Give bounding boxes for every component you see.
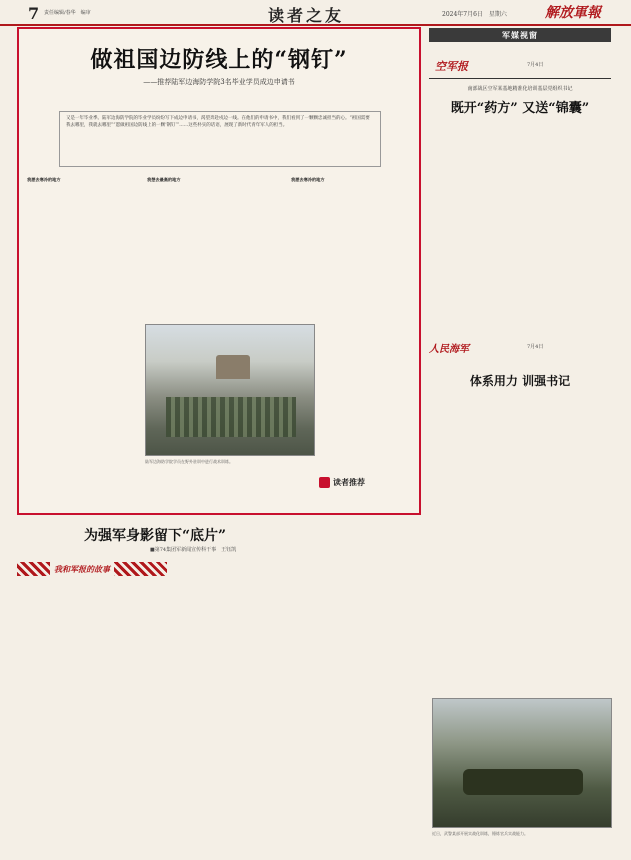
- training-photo: [145, 324, 315, 456]
- subhead-1: 我愿去寒冷的地方: [27, 177, 61, 182]
- fortress-shape: [216, 355, 250, 379]
- item1-kicker: 南部战区空军某基地精准化培训基层党组织书记: [467, 86, 573, 92]
- item2-title: 体系用力 训强书记: [469, 374, 571, 388]
- sidebar-heading: 军媒视窗: [429, 28, 611, 42]
- newspaper-logo: 解放軍報: [545, 5, 601, 21]
- armored-vehicle-photo: [432, 698, 612, 828]
- soldiers-shape: [166, 397, 296, 437]
- article-title: 做祖国边防线上的“钢钉”: [90, 47, 348, 73]
- item2-date: 7月4日: [527, 344, 544, 350]
- section2-author: ■第74集团军新闻宣传科干事 王钰凯: [150, 547, 237, 553]
- navy-paper-logo: 人民海军: [429, 344, 469, 355]
- column-banner-label: 我和军报的故事: [50, 562, 114, 576]
- subhead-2: 我想去最高的地方: [147, 177, 181, 182]
- page-number: 7: [28, 4, 40, 23]
- text-column-2: [147, 177, 285, 317]
- item1-title: 既开“药方” 又送“锦囊”: [450, 101, 590, 116]
- bottom-photo-caption: 近日，武警某部开展实战化训练，锤炼官兵实战能力。: [432, 831, 528, 836]
- issue-date: 2024年7月6日 星期六: [442, 11, 507, 18]
- text-column-1: [27, 177, 141, 507]
- subhead-3: 我愿去寒冷的地方: [291, 177, 325, 182]
- divider: [429, 78, 611, 79]
- airforce-paper-logo: 空军报: [435, 60, 468, 73]
- article-lead: 又是一年毕业季。陆军边海防学院的毕业学员纷纷写下成边申请书，渴望奔赴戍边一线。在他们的申请书中，我们看到了一颗颗忠诚担当的心。“祖国需要我去哪里，我就去哪里”“愿做祖国边防线上的一颗‘钢钉’”……这些朴实的话语，展现了新时代青年军人的担当。: [59, 111, 381, 167]
- photo-caption: 陆军边海防学院学员在野外驻训中进行战术训练。: [145, 459, 233, 464]
- editor-credit: 责任编辑/春华 编审: [44, 10, 91, 16]
- book-icon: [319, 477, 330, 488]
- featured-article: [17, 27, 421, 515]
- reader-recommend-label: 读者推荐: [333, 476, 365, 487]
- section-title: 读者之友: [268, 6, 345, 25]
- page-header: [0, 0, 631, 26]
- article-subtitle: ——推荐陆军边海防学院3名毕业学员成边申请书: [143, 78, 295, 86]
- reader-recommend-tag: [319, 476, 399, 488]
- vehicle-shape: [463, 769, 583, 795]
- section2-title: 为强军身影留下“底片”: [84, 528, 227, 544]
- item1-date: 7月4日: [527, 62, 544, 68]
